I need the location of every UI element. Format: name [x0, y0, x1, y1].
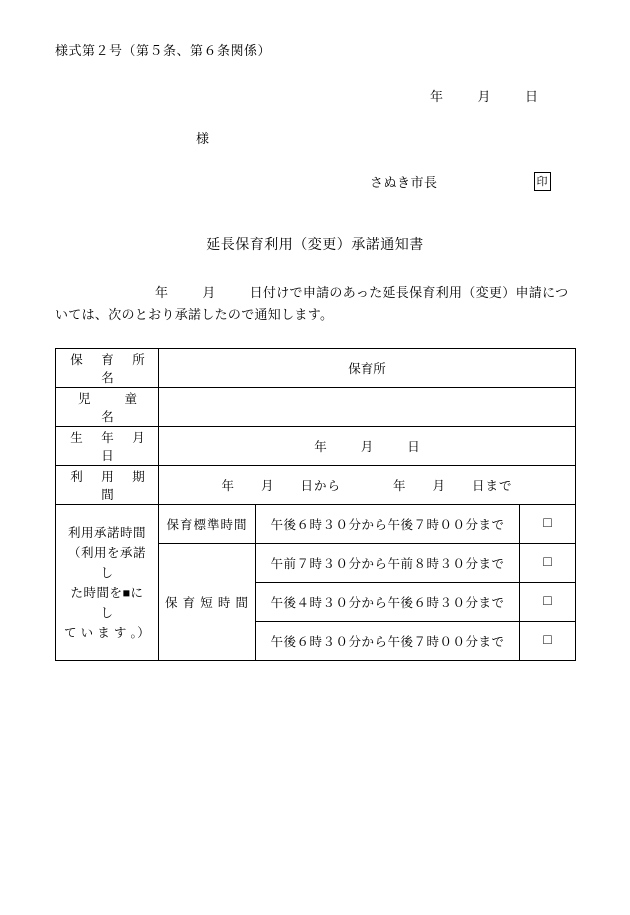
table-row	[56, 349, 576, 388]
table-row	[56, 427, 576, 466]
row-value-birthdate	[159, 427, 576, 466]
sub-label-standard-time: 保育標準時間	[159, 505, 256, 544]
checkbox-short-3[interactable]: □	[520, 622, 576, 661]
time-entry-short-1: 午前７時３０分から午前８時３０分まで	[256, 544, 520, 583]
row-label-birthdate: 生 年 月 日	[56, 427, 159, 466]
period-from-month: 月	[260, 479, 275, 493]
issue-date-line	[430, 86, 539, 105]
row-value-nursery-name: 保育所	[159, 349, 576, 388]
row-label-nursery-name: 保 育 所 名	[56, 349, 159, 388]
addressee-suffix: 様	[196, 131, 210, 146]
table-row	[56, 388, 576, 427]
birthdate-month: 月	[360, 440, 374, 454]
issue-date-year: 年	[430, 89, 444, 104]
approved-time-label-line4: て い ま す 。）	[64, 625, 151, 640]
issuer-name: さぬき市長	[370, 175, 438, 190]
checkbox-short-2[interactable]: □	[520, 583, 576, 622]
period-from-year: 年	[221, 479, 235, 493]
row-label-child-name: 児 童 名	[56, 388, 159, 427]
time-entry-short-2: 午後４時３０分から午後６時３０分まで	[256, 583, 520, 622]
time-entry-short-3: 午後６時３０分から午後７時００分まで	[256, 622, 520, 661]
period-to-day: 日まで	[472, 479, 513, 493]
body-text: 日付けで申請のあった延長保育利用（変更）申請については、次のとおり承諾したので通知します。	[55, 285, 569, 323]
notice-table	[55, 348, 576, 661]
approved-time-label-line1: 利用承諾時間	[67, 525, 146, 540]
seal-icon: 印	[534, 172, 551, 191]
approved-time-label-line3: た時間を■にし	[70, 585, 144, 620]
issuer-row	[370, 172, 551, 191]
time-entry-standard-1: 午後６時３０分から午後７時００分まで	[256, 505, 520, 544]
approved-time-label-line2: （利用を承諾し	[67, 545, 146, 580]
checkbox-standard-1[interactable]: □	[520, 505, 576, 544]
row-value-child-name	[159, 388, 576, 427]
sub-label-short-time: 保 育 短 時 間	[159, 544, 256, 661]
table-row	[56, 466, 576, 505]
period-to-month: 月	[432, 479, 447, 493]
applied-year: 年	[155, 285, 169, 300]
row-label-usage-period: 利 用 期 間	[56, 466, 159, 505]
table-row	[56, 505, 576, 544]
form-number: 様式第２号（第５条、第６条関係）	[55, 43, 272, 58]
issue-date-day: 日	[525, 89, 539, 104]
row-value-usage-period	[159, 466, 576, 505]
period-from-day: 日から	[300, 479, 342, 493]
checkbox-short-1[interactable]: □	[520, 544, 576, 583]
applied-month: 月	[202, 285, 216, 300]
issue-date-month: 月	[477, 89, 492, 104]
period-to-year: 年	[393, 479, 407, 493]
birthdate-day: 日	[407, 440, 420, 454]
page-title: 延長保育利用（変更）承諾通知書	[206, 238, 424, 253]
row-label-approved-time	[56, 505, 159, 661]
body-paragraph	[55, 282, 575, 326]
birthdate-year: 年	[314, 440, 327, 454]
